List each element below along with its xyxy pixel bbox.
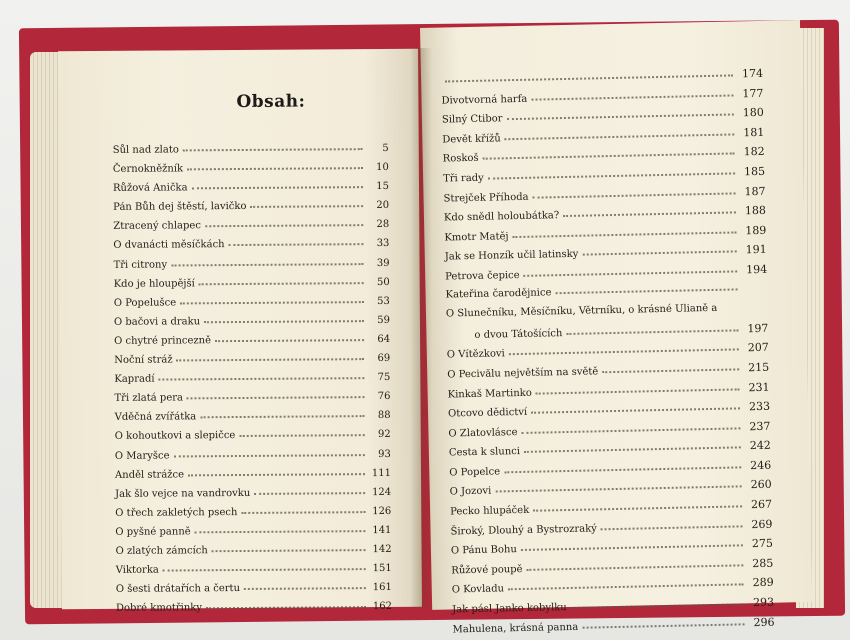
entry-page-number: 197 [747,321,769,335]
toc-entry [116,563,392,584]
entry-page-number [742,290,768,291]
entry-page-number: 161 [372,582,392,594]
dot-leader [495,481,742,493]
entry-page-number: 53 [377,295,390,307]
entry-title: Kdo snědl holoubátka? [443,210,560,224]
entry-title: O dvanácti měsíčkách [113,239,225,252]
entry-title: Anděl strážce [114,468,185,481]
entry-page-number: 237 [749,419,771,433]
toc-entry [115,410,391,431]
left-page [58,49,422,615]
entry-title: Mahulena, krásná panna [452,621,579,636]
entry-title: Strejček Příhoda [443,191,529,205]
entry-page-number: 142 [372,543,392,556]
dot-leader [158,372,364,380]
dot-leader [250,200,363,208]
entry-title: Kdo je hloupější [113,277,195,290]
dot-leader [524,265,738,276]
dot-leader [531,89,733,100]
dot-leader [509,344,739,356]
entry-title: O Kovladu [451,583,505,596]
dot-leader [200,410,364,418]
entry-page-number: 69 [377,352,391,365]
entry-title: Jak šlo vejce na vandrovku [115,487,251,500]
entry-page-number: 180 [742,106,764,120]
entry-title: Noční stráž [114,354,173,366]
dot-leader [524,442,741,454]
entry-title: Kateřina čarodějnice [445,286,552,301]
dot-leader [521,422,740,434]
entry-page-number: 194 [745,262,768,277]
toc-entry [115,429,391,450]
entry-page-number: 39 [376,257,390,269]
entry-title: Silný Ctibor [441,113,503,126]
entry-title: O kohoutkovi a slepičce [114,430,236,443]
entry-title: Sůl nad zlato [112,144,179,156]
entry-page-number: 267 [750,497,773,512]
dot-leader [602,363,739,373]
dot-leader [229,239,364,247]
dot-leader [163,563,366,571]
right-toc-list [441,67,775,640]
entry-title: Jak pásl Janko kobylku [452,602,567,616]
entry-page-number: 124 [372,486,392,498]
dot-leader [183,143,363,151]
dot-leader [177,353,365,361]
entry-title: O chytré princezně [114,335,212,347]
dot-leader [582,618,744,628]
dot-leader [483,148,735,160]
dot-leader [488,167,735,179]
dot-leader [212,544,366,552]
entry-page-number: 181 [743,125,765,140]
dot-leader [582,246,737,256]
dot-leader [241,506,365,514]
entry-title: O Pánu Bohu [450,544,518,557]
entry-page-number: 207 [747,341,769,355]
entry-title: O Pecivălu největším na světě [447,366,599,381]
dot-leader [563,207,736,218]
entry-page-number: 162 [372,601,392,613]
entry-title: Petrova čepice [445,269,520,283]
toc-entry [113,238,389,259]
dot-leader [504,461,741,473]
book-gutter [410,48,432,608]
entry-title: Jak se Honzík učil latinsky [444,249,579,263]
toc-entry [114,353,390,374]
toc-entry [113,143,389,164]
entry-page-number: 174 [741,66,764,81]
dot-leader [180,296,364,304]
entry-page-number: 75 [377,372,391,384]
entry-title: Dobré kmotřinky [115,602,203,615]
dot-leader [205,220,363,228]
entry-title: Vděčná zvířátka [114,411,197,424]
entry-page-number: 92 [377,429,391,441]
entry-title: Kmotr Matěj [444,230,509,244]
dot-leader [571,598,745,609]
entry-title: Roskoš [442,153,479,165]
entry-page-number: 242 [749,439,771,453]
entry-page-number: 231 [748,380,770,394]
entry-title: Otcovo dědictví [447,406,528,420]
entry-title: O Zlatovlásce [448,426,518,440]
entry-page-number: 20 [376,200,390,212]
entry-title: Pecko hlupáček [450,504,530,518]
toc-entry [115,525,391,546]
toc-entry [114,258,390,279]
entry-page-number: 141 [372,524,392,536]
entry-page-number: 15 [376,181,390,193]
entry-page-number: 269 [751,517,773,531]
dot-leader [244,582,366,590]
entry-page-number: 189 [745,223,767,237]
dot-leader [512,226,736,238]
entry-title: Devět křížů [442,133,501,146]
entry-title: Tři rady [443,172,484,185]
dot-leader [192,181,364,189]
toc-title: Obsah: [236,91,306,113]
entry-title: O zlatých zámcích [115,545,208,557]
dot-leader [254,487,365,495]
dot-leader [215,334,364,342]
toc-entry [114,391,390,412]
dot-leader [187,162,363,170]
entry-page-number: 233 [748,399,771,414]
toc-entry [113,181,389,202]
toc-entry [116,601,392,622]
entry-page-number: 59 [377,314,390,326]
entry-page-number: 285 [752,556,774,571]
dot-leader [195,525,366,533]
dot-leader [171,258,363,266]
entry-title: Kapradí [114,373,155,386]
entry-page-number: 28 [376,219,390,231]
entry-page-number: 50 [376,276,390,288]
toc-entry [113,200,389,221]
entry-page-number: 182 [743,145,765,159]
dot-leader [536,383,740,394]
entry-page-number: 188 [744,203,767,218]
dot-leader [239,430,364,438]
entry-page-number: 275 [751,536,774,551]
entry-title: O pyšné panně [115,526,191,538]
entry-page-number: 111 [371,467,392,479]
toc-entry [114,296,390,317]
dot-leader [532,187,735,198]
entry-title: O Slunečníku, Měsíčníku, Větrníku, o krásné Ulianě a [445,302,718,320]
dot-leader [533,500,742,511]
entry-page-number: 260 [750,478,772,492]
toc-entry [114,372,390,393]
entry-page-number: 191 [745,243,767,257]
entry-page-number: 215 [748,360,770,375]
dot-leader [204,315,364,323]
entry-title: Široký, Dlouhý a Bystrozraký [450,523,597,538]
dot-leader [188,468,365,476]
entry-page-number: 33 [376,238,390,250]
entry-title: O šesti drátařích a čertu [115,583,241,596]
entry-page-number: 293 [752,595,775,610]
toc-entry [116,544,392,565]
entry-title: O bačovi a draku [113,316,201,328]
toc-entry [114,334,390,355]
dot-leader [174,449,365,457]
toc-entry [113,162,389,183]
entry-title: Tři citrony [113,259,168,271]
entry-page-number: 296 [753,615,775,629]
dot-leader [521,540,743,552]
entry-page-number: 5 [382,142,389,155]
toc-entry [115,506,391,527]
entry-page-number: 187 [744,184,766,198]
entry-page-number: 93 [378,448,391,460]
dot-leader [506,109,734,121]
entry-title: Růžová Anička [112,182,188,195]
entry-page-number: 76 [377,391,391,403]
entry-page-number: 151 [372,563,392,575]
entry-title: Růžové poupě [451,563,523,577]
entry-page-number: 177 [742,86,764,100]
entry-page-number: 126 [372,505,392,517]
toc-entry [113,219,389,240]
toc-entry [115,448,391,469]
dot-leader [206,601,366,609]
entry-title: Černokněžník [112,163,184,175]
dot-leader [199,277,364,285]
entry-title: O Vítězkovi [446,348,505,361]
toc-entry [114,277,390,298]
entry-title: O třech zakletých psech [115,506,238,519]
entry-title: o dvou Tátošících [474,327,563,341]
entry-title: O Popelce [449,466,501,479]
dot-leader [566,324,738,335]
entry-title: Pán Bůh dej štěstí, lavičko [113,201,247,214]
toc-entry [115,487,391,508]
dot-leader [531,402,740,413]
toc-entry [114,315,390,336]
dot-leader [508,579,744,591]
entry-page-number: 246 [750,458,772,473]
entry-title: O Maryšce [114,449,170,462]
dot-leader [505,128,735,140]
entry-title: Ztracený chlapec [113,220,201,233]
dot-leader [187,391,365,399]
entry-title: Divotvorná harfa [441,93,528,107]
entry-page-number: 185 [743,164,766,179]
toc-entry [115,468,391,489]
left-toc-list [113,143,392,622]
right-page [420,20,812,636]
entry-title: Cesta k slunci [448,446,521,459]
entry-page-number: 10 [376,162,389,174]
entry-title: O Popelušce [113,297,177,309]
entry-page-number: 289 [752,576,774,590]
dot-leader [445,69,733,82]
entry-title: O Jozovi [449,486,492,498]
entry-title: Kinkaš Martinko [447,387,532,400]
dot-leader [601,520,743,530]
entry-page-number: 88 [377,410,391,422]
dot-leader [526,559,743,571]
entry-page-number: 64 [377,333,391,345]
entry-title: Viktorka [115,564,159,576]
entry-title: Tři zlatá pera [114,392,184,405]
toc-entry [116,582,392,603]
